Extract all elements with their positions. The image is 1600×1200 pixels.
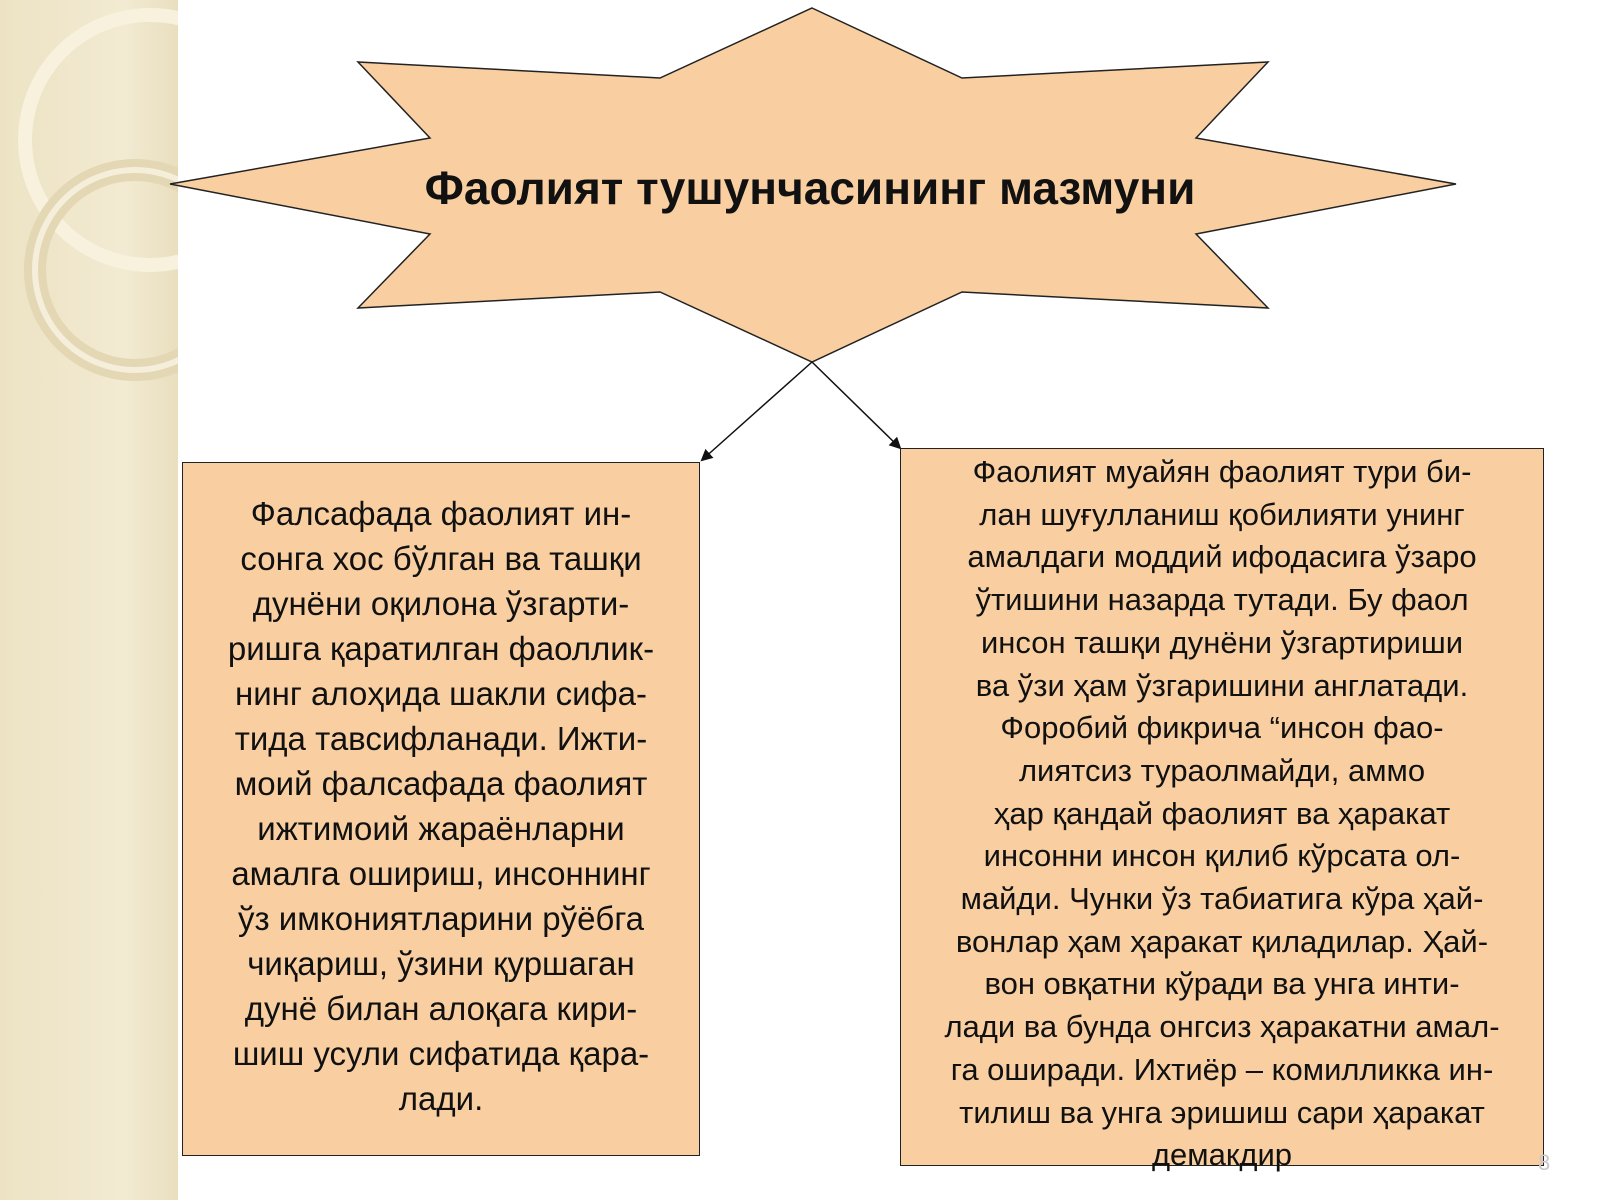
diagram-title: Фаолият тушунчасининг мазмуни — [424, 162, 1196, 214]
arrow-to-right-box — [812, 362, 900, 448]
right-definition-text: Фаолият муайян фаолият тури би- лан шуғулланиш қобилияти унинг амалдаги моддий ифодасига ўзаро ўтишини назарда тутади. Бу фаол инсон ташқи дунёни ўзгартириши ва ўзи ҳам ўзгаришини англатади. Форобий фикрича “инсон фао- лиятсиз тураолмайди, аммо ҳар қандай фаолият ва ҳаракат инсонни инсон қилиб кўрсата ол- майди. Чунки ўз табиатига кўра ҳай- вонлар ҳам ҳаракат қиладилар. Ҳай- вон овқатни кўради ва унга инти- лади ва бунда онгсиз ҳаракатни амал- га оширади. Ихтиёр – комилликка ин- тилиш ва унга эришиш сари ҳаракат демакдир — [944, 454, 1500, 1173]
slide-number: 8 — [1538, 1150, 1551, 1175]
left-definition-text: Фалсафада фаолият ин- сонга хос бўлган ва ташқи дунёни оқилона ўзгарти- ришга қаратилган фаоллик- нинг алоҳида шакли сифа- тида тавсифланади. Ижти- моий фалсафада фаолият ижтимоий жараёнларни амалга ошириш, инсоннинг ўз имкониятларини рўёбга чиқариш, ўзини қуршаган дунё билан алоқага кири- шиш усули сифатида қара- лади. — [227, 495, 655, 1117]
arrow-to-left-box — [702, 362, 812, 460]
left-definition-box — [182, 462, 700, 1156]
right-definition-box — [900, 448, 1544, 1173]
